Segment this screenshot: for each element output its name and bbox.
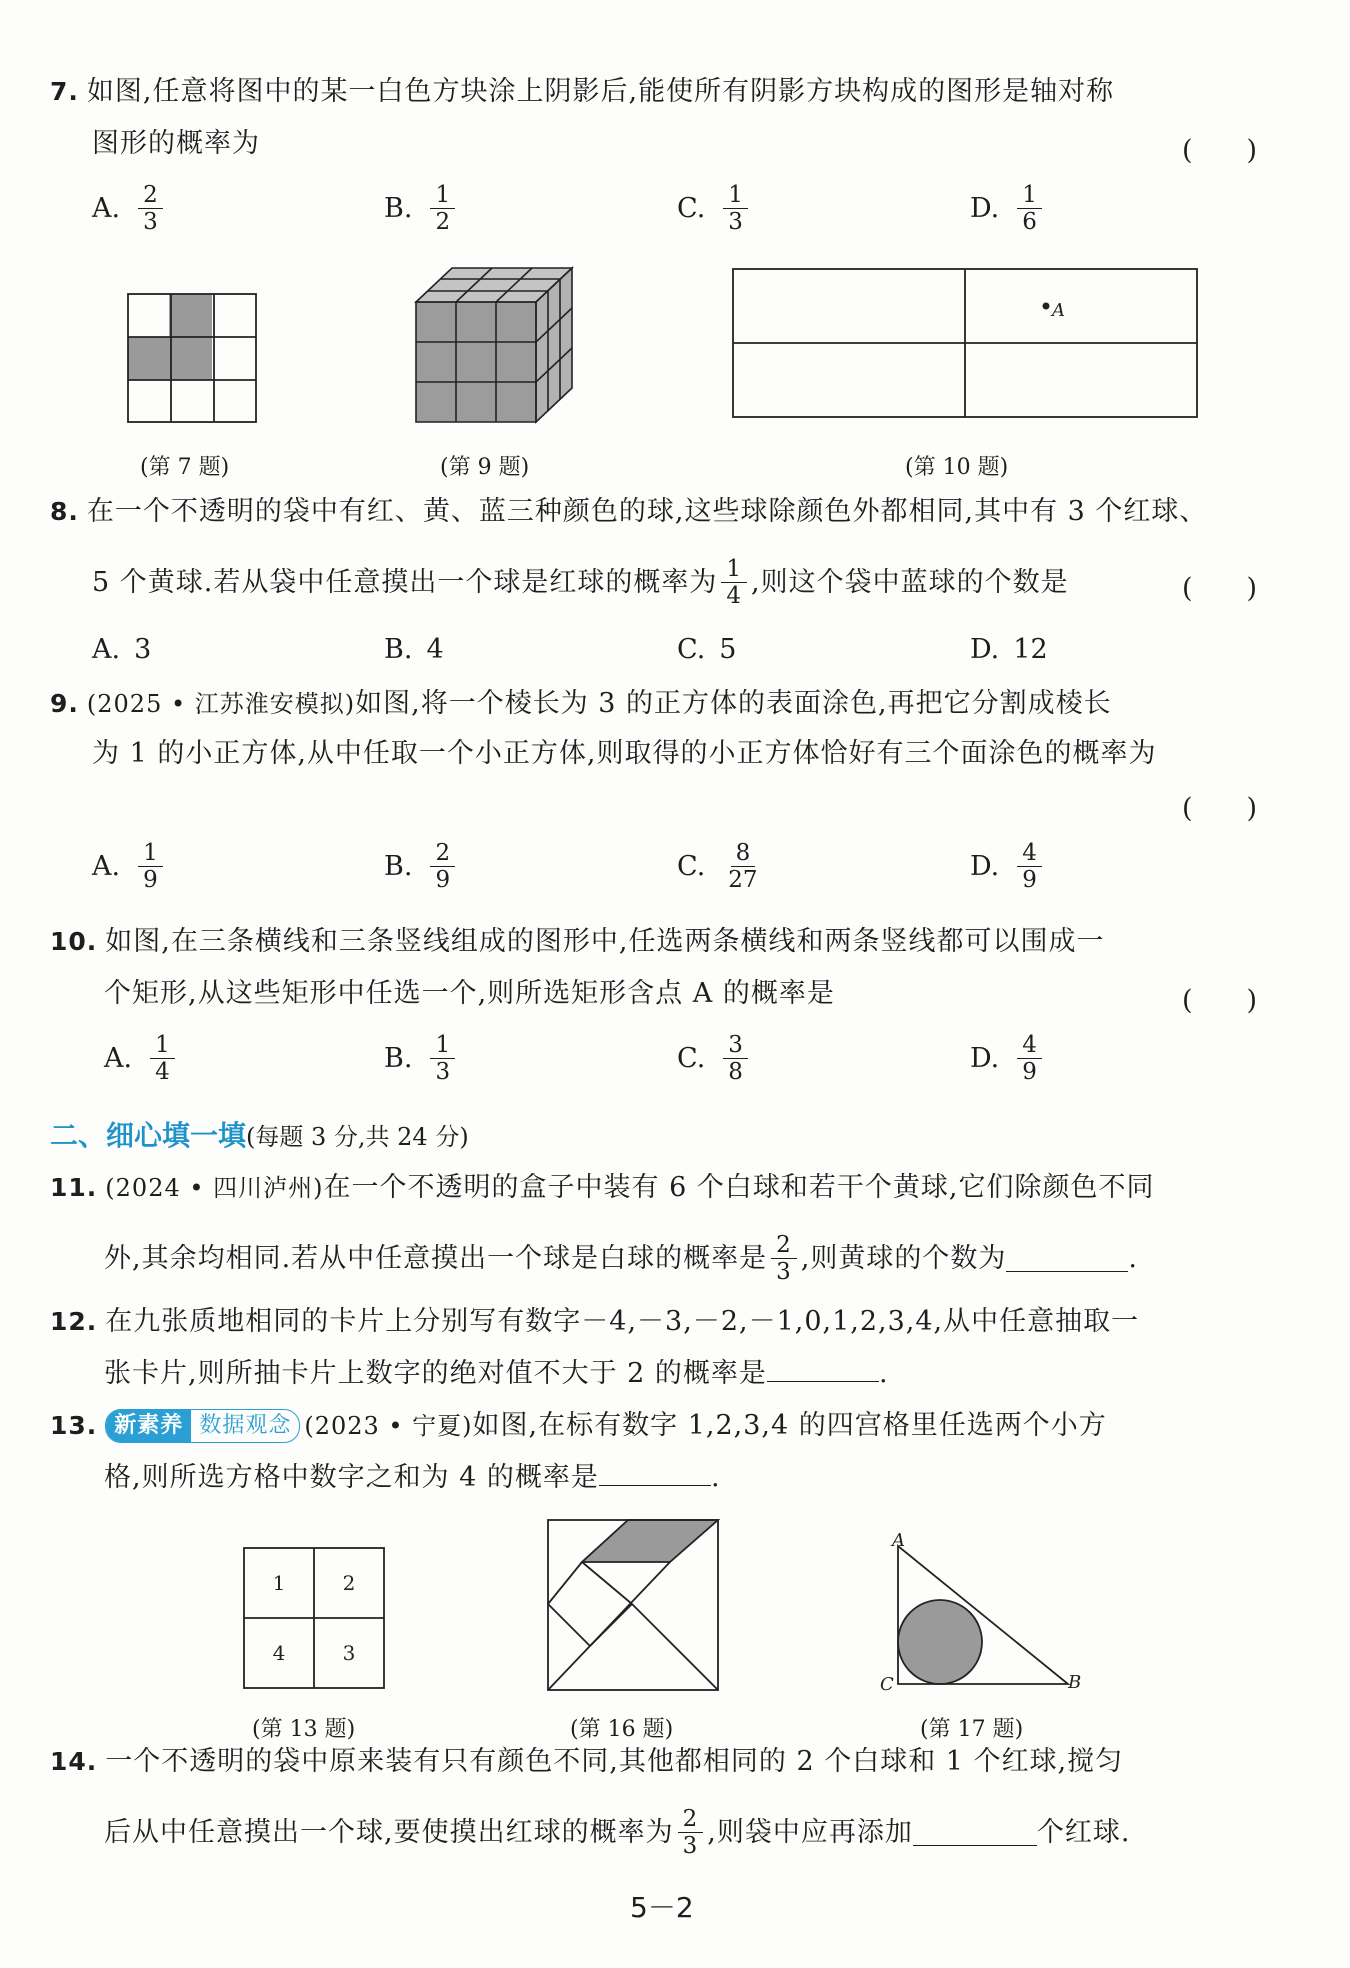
q10-option-b: B. $\frac{1}{3}$ [384, 1032, 459, 1085]
figure-16-square-puzzle [544, 1516, 722, 1694]
figure-10-rectangles [730, 266, 1202, 422]
q9-option-c: C. $\frac{8}{27}$ [677, 840, 767, 893]
vertex-b-label: B [1068, 1672, 1082, 1692]
q10-line2: 个矩形,从这些矩形中任选一个,则所选矩形含点 A 的概率是 [104, 978, 835, 1009]
q7-line1: 7. 如图,任意将图中的某一白色方块涂上阴影后,能使所有阴影方块构成的图形是轴对称 [50, 76, 1115, 107]
fraction: $\frac{1}{3}$ [723, 182, 748, 235]
q14-answer-blank[interactable] [913, 1819, 1037, 1846]
grid-cell-4: 4 [272, 1641, 286, 1665]
q11-line2: 外,其余均相同.若从中任意摸出一个球是白球的概率是 $\frac{2}{3}$ ,则黄球的个数为 . [104, 1232, 1138, 1285]
new-literacy-badge: 新素养 数据观念 [105, 1409, 300, 1443]
grid-cell-1: 1 [272, 1571, 286, 1595]
fraction: $\frac{1}{3}$ [430, 1032, 455, 1085]
figure-7-caption: (第 7 题) [140, 455, 230, 480]
page-number: 5－2 [630, 1891, 694, 1924]
fraction: $\frac{3}{8}$ [723, 1032, 748, 1085]
q9-option-d: D. $\frac{4}{9}$ [970, 840, 1046, 893]
q10-answer-paren: ( ) [1182, 985, 1258, 1016]
q11-number: 11. [50, 1173, 98, 1202]
q13-number: 13. [50, 1411, 98, 1440]
q7-option-a: A. $\frac{2}{3}$ [92, 182, 167, 235]
point-a-label: A [1052, 300, 1065, 321]
q14-number: 14. [50, 1747, 98, 1776]
q10-line1: 10. 如图,在三条横线和三条竖线组成的图形中,任选两条横线和两条竖线都可以围成一 [50, 926, 1105, 957]
fraction: $\frac{4}{9}$ [1017, 1032, 1042, 1085]
figure-10-caption: (第 10 题) [905, 455, 1009, 480]
figure-9-caption: (第 9 题) [440, 455, 530, 480]
q9-line2: 为 1 的小正方体,从中任取一个小正方体,则取得的小正方体恰好有三个面涂色的概率为 [92, 738, 1157, 769]
grid-cell-3: 3 [342, 1641, 356, 1665]
fraction: $\frac{1}{9}$ [138, 840, 163, 893]
figure-7-grid [126, 292, 260, 426]
q8-line2: 5 个黄球.若从袋中任意摸出一个球是红球的概率为 $\frac{1}{4}$ ,则这个袋中蓝球的个数是 [92, 556, 1069, 609]
figure-16-caption: (第 16 题) [570, 1717, 674, 1742]
q7-option-c: C. $\frac{1}{3}$ [677, 182, 752, 235]
q9-source: (2025 • 江苏淮安模拟) [86, 690, 356, 718]
q7-number: 7. [50, 77, 79, 106]
fraction: $\frac{8}{27}$ [728, 840, 758, 893]
grid-cell-2: 2 [342, 1571, 356, 1595]
q13-source: (2023 • 宁夏) [304, 1412, 473, 1440]
q9-answer-paren: ( ) [1182, 793, 1258, 824]
section-2-note: (每题 3 分,共 24 分) [246, 1123, 469, 1151]
q14-line1: 14. 一个不透明的袋中原来装有只有颜色不同,其他都相同的 2 个白球和 1 个红球,搅匀 [50, 1746, 1124, 1777]
q11-answer-blank[interactable] [1006, 1245, 1128, 1272]
q11-line1: 11. (2024 • 四川泸州)在一个不透明的盒子中装有 6 个白球和若干个黄球,它们除颜色不同 [50, 1172, 1155, 1203]
q7-option-b: B. $\frac{1}{2}$ [384, 182, 459, 235]
fraction: $\frac{1}{6}$ [1017, 182, 1042, 235]
fraction: $\frac{2}{3}$ [138, 182, 163, 235]
q10-option-d: D. $\frac{4}{9}$ [970, 1032, 1046, 1085]
q11-source: (2024 • 四川泸州) [105, 1174, 324, 1202]
q8-number: 8. [50, 497, 79, 526]
fraction: $\frac{1}{4}$ [721, 556, 747, 609]
vertex-a-label: A [892, 1532, 905, 1551]
q8-option-b: B. 4 [384, 634, 444, 665]
q7-line2: 图形的概率为 [92, 128, 260, 159]
q8-line1: 8. 在一个不透明的袋中有红、黄、蓝三种颜色的球,这些球除颜色外都相同,其中有 3 个红球、 [50, 496, 1208, 527]
q9-line1: 9. (2025 • 江苏淮安模拟)如图,将一个棱长为 3 的正方体的表面涂色,再把它分割成棱长 [50, 688, 1112, 719]
q8-option-d: D. 12 [970, 634, 1048, 665]
figure-17-caption: (第 17 题) [920, 1717, 1024, 1742]
figure-13-four-grid [242, 1546, 386, 1690]
q9-option-a: A. $\frac{1}{9}$ [92, 840, 167, 893]
figure-9-cube [412, 262, 576, 426]
figure-13-caption: (第 13 题) [252, 1717, 356, 1742]
section-2-title: 二、细心填一填 [50, 1119, 247, 1152]
q12-number: 12. [50, 1307, 98, 1336]
q13-line1: 13. 新素养 数据观念 (2023 • 宁夏) 如图,在标有数字 1,2,3,4 的四宫格里任选两个小方 [50, 1406, 1107, 1446]
q9-number: 9. [50, 689, 79, 718]
q7-answer-paren: ( ) [1182, 135, 1258, 166]
figure-17-triangle-incircle [874, 1532, 1084, 1692]
q14-line2: 后从中任意摸出一个球,要使摸出红球的概率为 $\frac{2}{3}$ ,则袋中应再添加 个红球. [104, 1806, 1131, 1859]
q10-number: 10. [50, 927, 98, 956]
fraction: $\frac{4}{9}$ [1017, 840, 1042, 893]
q10-option-a: A. $\frac{1}{4}$ [104, 1032, 179, 1085]
q8-answer-paren: ( ) [1182, 573, 1258, 604]
q13-answer-blank[interactable] [599, 1459, 711, 1486]
fraction: $\frac{1}{2}$ [430, 182, 455, 235]
q12-answer-blank[interactable] [767, 1355, 879, 1382]
q8-option-c: C. 5 [677, 634, 737, 665]
vertex-c-label: C [880, 1674, 894, 1692]
point-a-dot [1043, 303, 1050, 310]
fraction: $\frac{2}{3}$ [771, 1232, 797, 1285]
fraction: $\frac{2}{9}$ [430, 840, 455, 893]
q13-line2: 格,则所选方格中数字之和为 4 的概率是 . [104, 1458, 721, 1498]
q8-option-a: A. 3 [92, 634, 152, 665]
q7-option-d: D. $\frac{1}{6}$ [970, 182, 1046, 235]
q10-option-c: C. $\frac{3}{8}$ [677, 1032, 752, 1085]
section-2-heading [50, 1114, 469, 1154]
fraction: $\frac{2}{3}$ [678, 1806, 704, 1859]
fraction: $\frac{1}{4}$ [150, 1032, 175, 1085]
q9-option-b: B. $\frac{2}{9}$ [384, 840, 459, 893]
q12-line1: 12. 在九张质地相同的卡片上分别写有数字－4,－3,－2,－1,0,1,2,3,4,从中任意抽取一 [50, 1306, 1140, 1337]
q12-line2: 张卡片,则所抽卡片上数字的绝对值不大于 2 的概率是 . [104, 1354, 889, 1394]
